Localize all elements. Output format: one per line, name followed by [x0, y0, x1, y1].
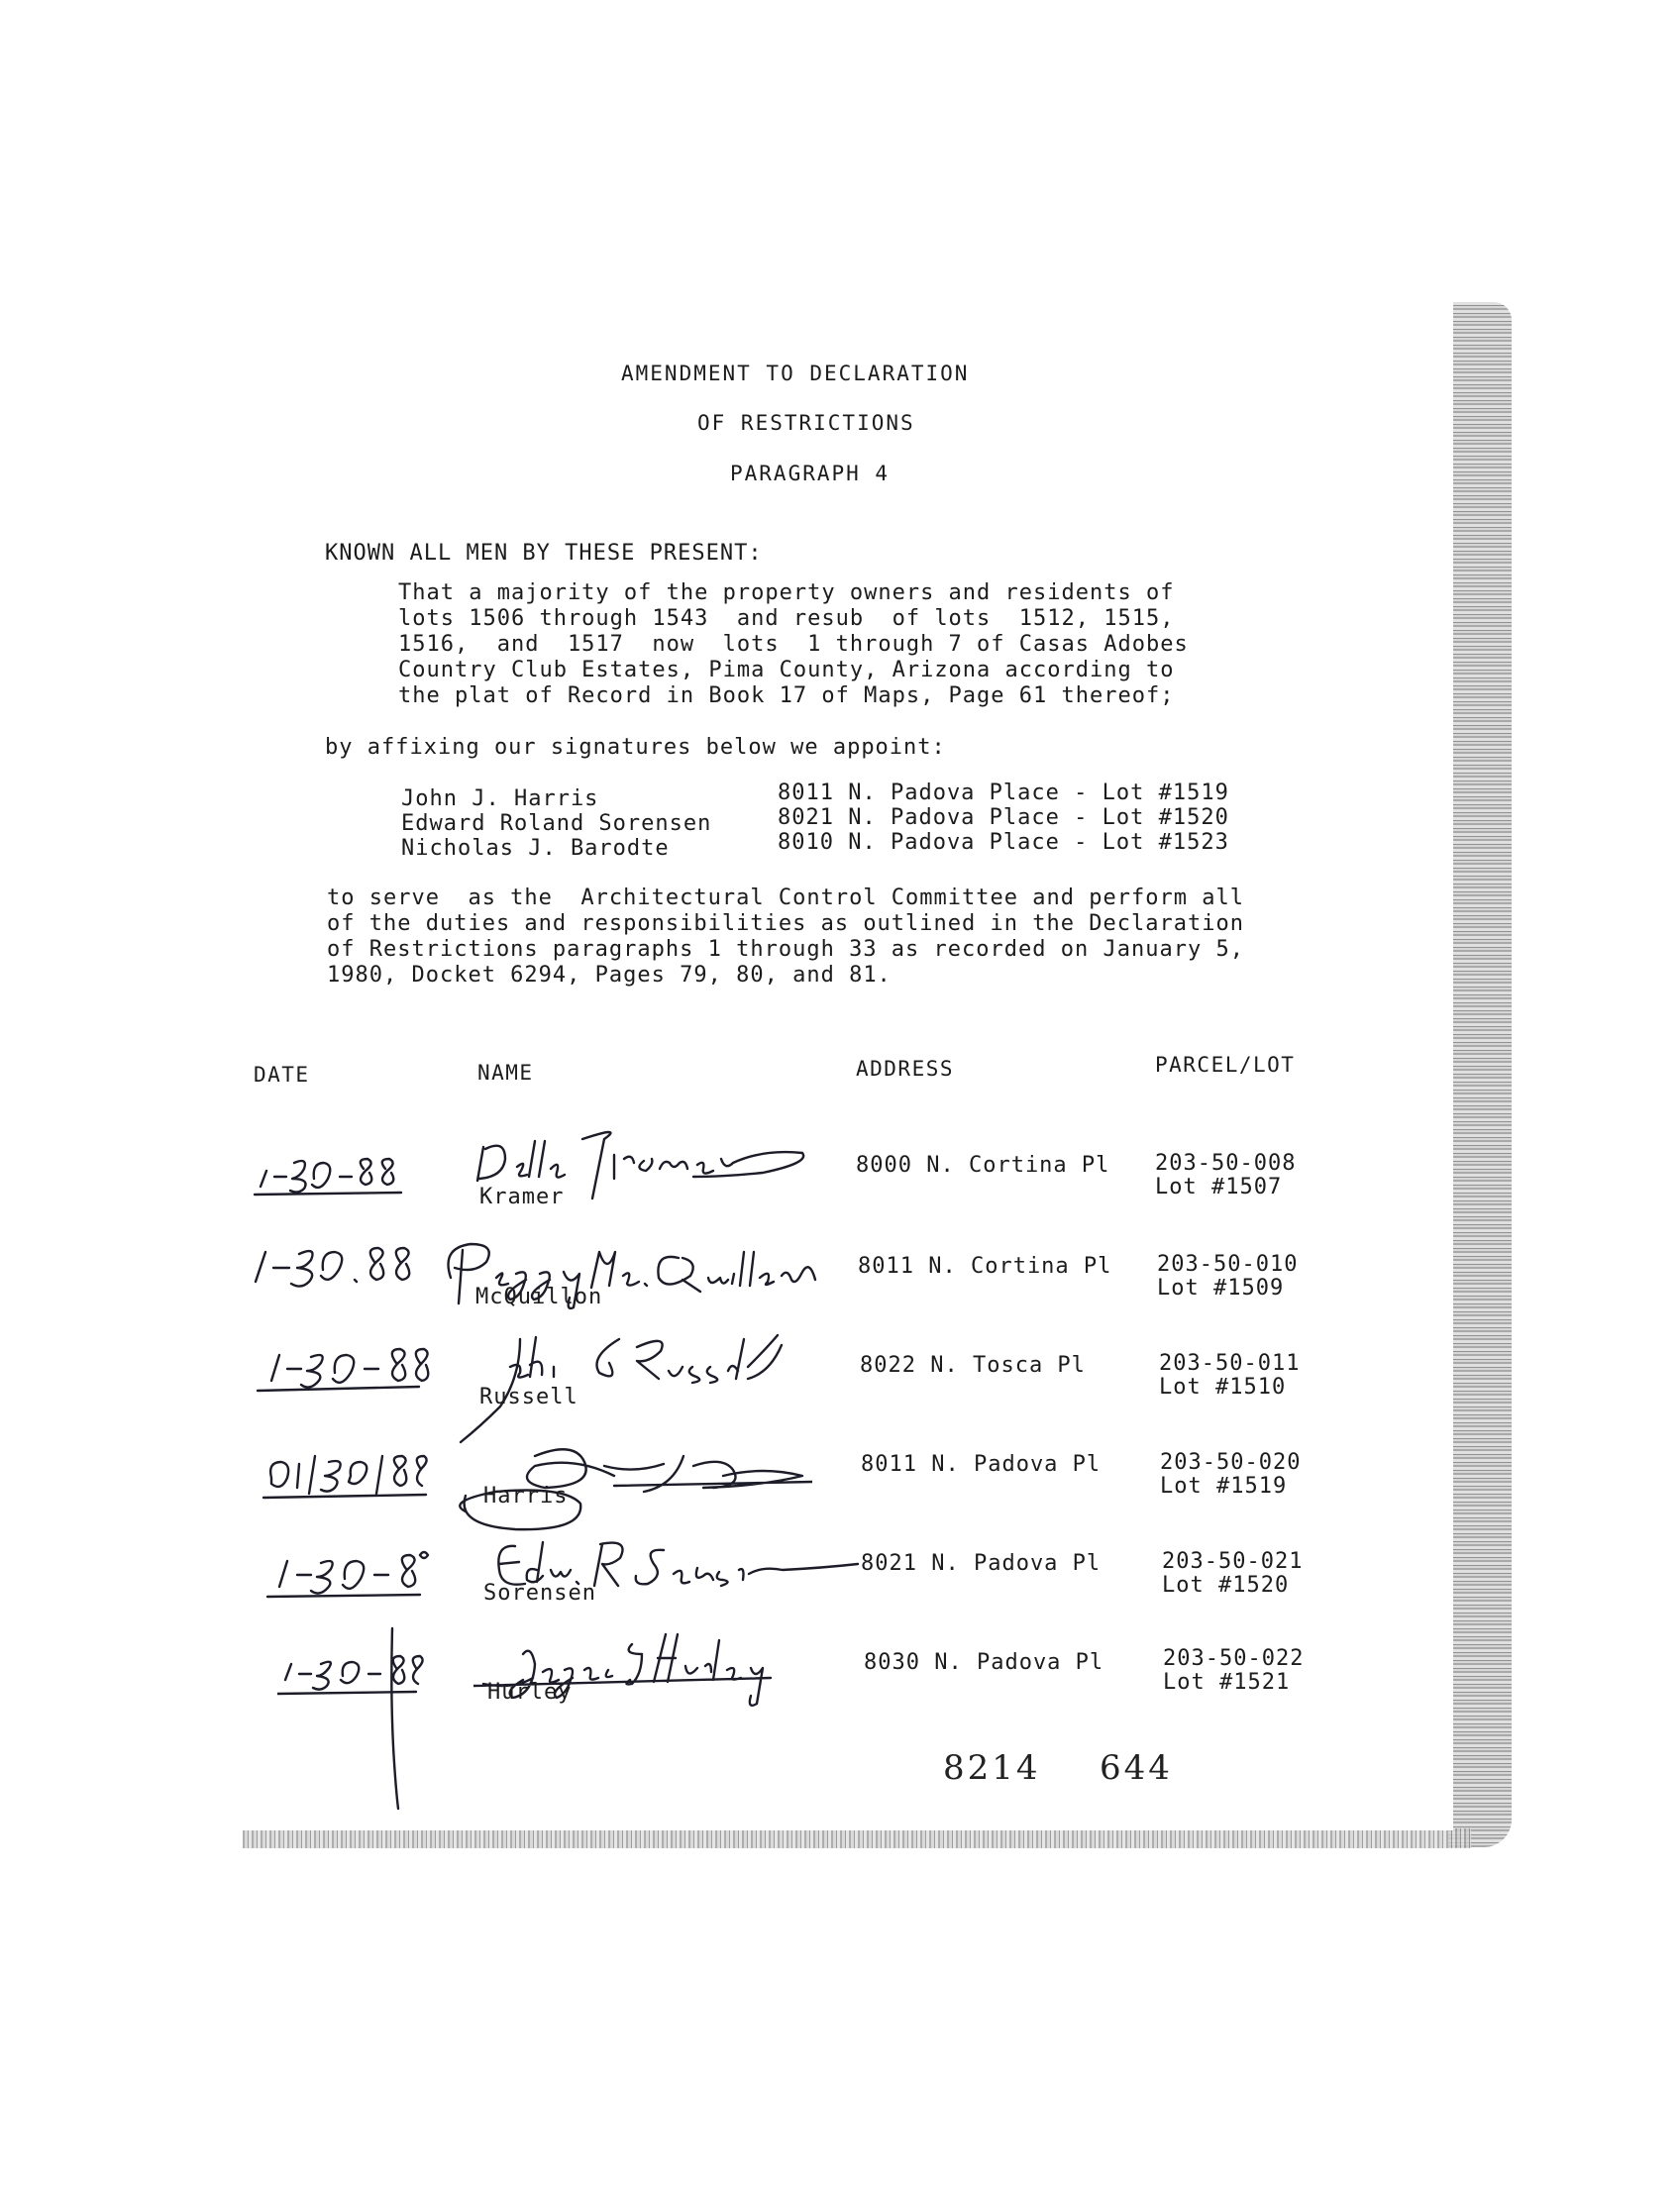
appointee-name: Edward Roland Sorensen — [401, 811, 712, 836]
handwritten-date — [262, 1547, 430, 1602]
handwritten-date — [256, 1341, 434, 1396]
parcel-cell: 203-50-008 — [1155, 1151, 1297, 1176]
printed-name: Russell — [479, 1385, 578, 1409]
para2-line: of the duties and responsibilities as outlined in the Declaration — [327, 911, 1244, 936]
appointee-name: John J. Harris — [401, 786, 599, 811]
address-cell: 8021 N. Padova Pl — [861, 1551, 1102, 1576]
address-cell: 8000 N. Cortina Pl — [856, 1153, 1110, 1178]
parcel-cell: 203-50-011 — [1159, 1351, 1301, 1376]
para2-line: 1980, Docket 6294, Pages 79, 80, and 81. — [327, 963, 892, 988]
title-line-1: AMENDMENT TO DECLARATION — [621, 362, 970, 385]
appointee-name: Nicholas J. Barodte — [401, 836, 670, 861]
appointee-address: 8011 N. Padova Place - Lot #1519 — [778, 781, 1229, 805]
para1-line: That a majority of the property owners and residents of — [398, 580, 1175, 605]
para1-line: the plat of Record in Book 17 of Maps, Page 61 thereof; — [398, 683, 1175, 708]
lot-cell: Lot #1519 — [1160, 1474, 1288, 1499]
book-number: 8214 — [943, 1748, 1041, 1788]
header-date: DATE — [254, 1063, 310, 1087]
lot-cell: Lot #1520 — [1162, 1573, 1290, 1598]
para2-line: of Restrictions paragraphs 1 through 33 as recorded on January 5, — [327, 937, 1244, 962]
page-shadow-bottom — [243, 1828, 1471, 1848]
handwritten-date — [253, 1149, 411, 1198]
page-number: 644 — [1100, 1748, 1173, 1788]
parcel-cell: 203-50-020 — [1160, 1450, 1302, 1475]
handwritten-date — [246, 1234, 434, 1294]
address-cell: 8022 N. Tosca Pl — [860, 1353, 1086, 1378]
appointee-address: 8010 N. Padova Place - Lot #1523 — [778, 830, 1229, 855]
lot-cell: Lot #1507 — [1155, 1175, 1283, 1199]
appoint-line: by affixing our signatures below we appoint: — [325, 735, 946, 760]
address-cell: 8011 N. Padova Pl — [861, 1452, 1102, 1477]
header-address: ADDRESS — [856, 1057, 955, 1081]
printed-name: Hurley — [487, 1680, 573, 1705]
para1-line: Country Club Estates, Pima County, Arizona according to — [398, 658, 1175, 682]
address-cell: 8011 N. Cortina Pl — [858, 1254, 1112, 1279]
handwritten-date — [260, 1448, 428, 1503]
para1-line: 1516, and 1517 now lots 1 through 7 of Casas Adobes — [398, 632, 1189, 657]
intro-line: KNOWN ALL MEN BY THESE PRESENT: — [325, 541, 763, 566]
signature — [436, 1426, 812, 1535]
printed-name: Harris — [483, 1484, 569, 1509]
parcel-cell: 203-50-022 — [1163, 1646, 1305, 1671]
page-shadow-right — [1448, 302, 1512, 1847]
parcel-cell: 203-50-021 — [1162, 1549, 1304, 1574]
para1-line: lots 1506 through 1543 and resub of lots 1512, 1515, — [398, 606, 1175, 631]
printed-name: Sorensen — [483, 1581, 596, 1606]
header-name: NAME — [477, 1061, 534, 1085]
header-parcel: PARCEL/LOT — [1155, 1053, 1296, 1077]
address-cell: 8030 N. Padova Pl — [864, 1650, 1104, 1675]
title-line-2: OF RESTRICTIONS — [697, 411, 915, 435]
para2-line: to serve as the Architectural Control Committee and perform all — [327, 885, 1244, 910]
lot-cell: Lot #1509 — [1157, 1276, 1285, 1301]
printed-name: McQuillon — [475, 1285, 603, 1309]
parcel-cell: 203-50-010 — [1157, 1252, 1299, 1277]
title-line-3: PARAGRAPH 4 — [730, 462, 891, 485]
appointee-address: 8021 N. Padova Place - Lot #1520 — [778, 805, 1229, 830]
lot-cell: Lot #1510 — [1159, 1375, 1287, 1400]
lot-cell: Lot #1521 — [1163, 1670, 1291, 1695]
margin-pen-stroke — [376, 1624, 406, 1813]
printed-name: Kramer — [479, 1185, 565, 1209]
